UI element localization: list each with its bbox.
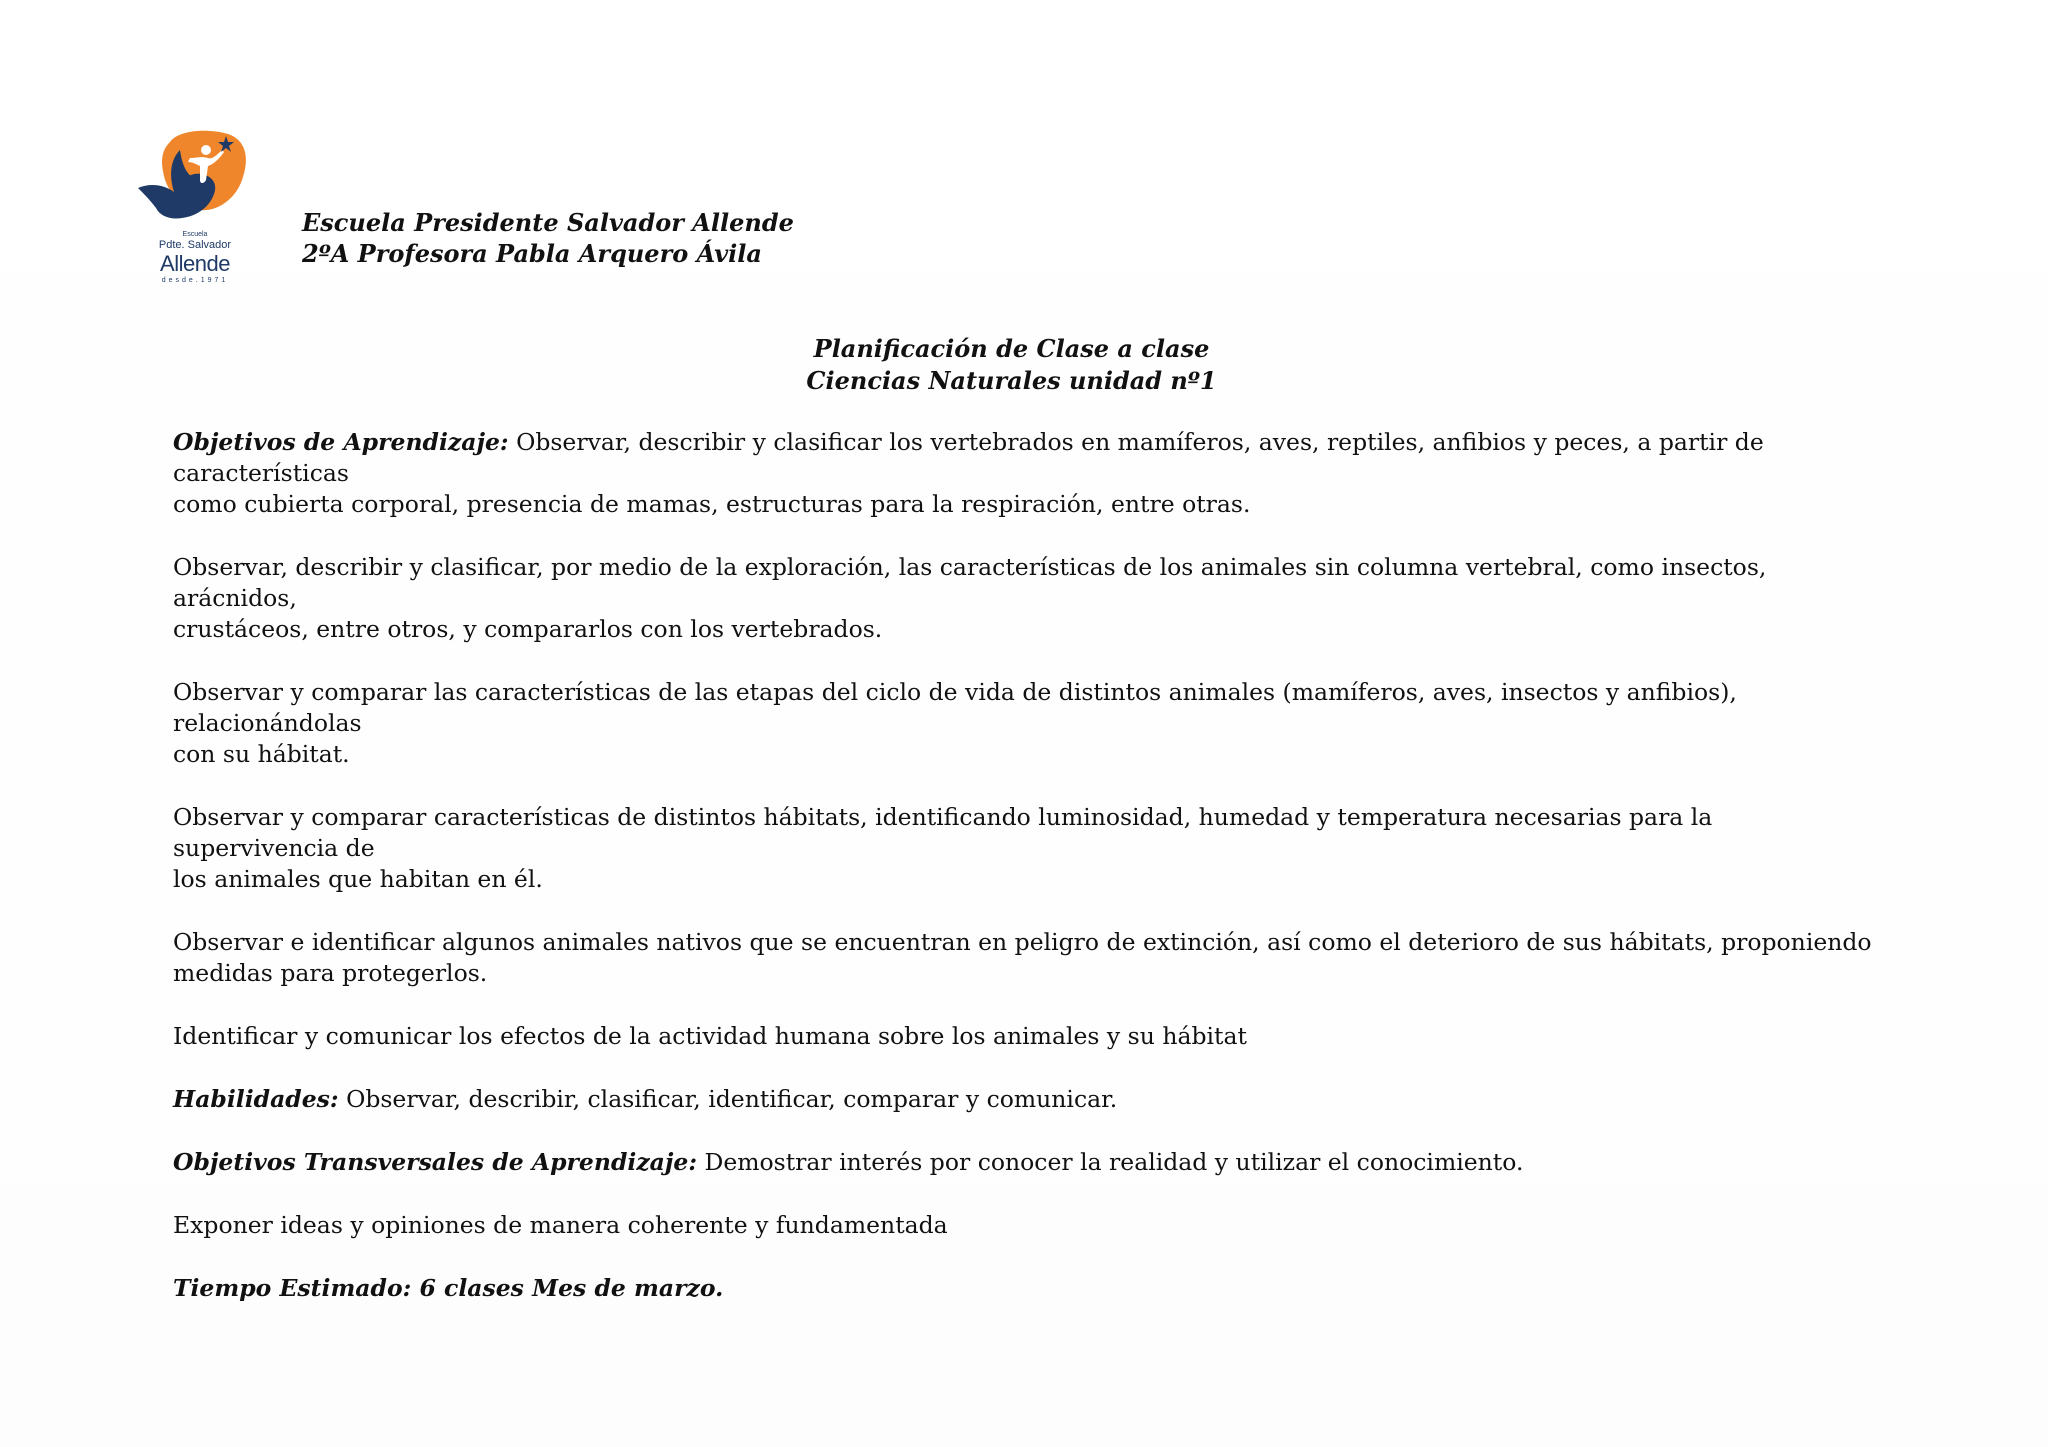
document-title (0, 333, 2048, 397)
logo-since-text: desde.1971 (161, 277, 229, 284)
title-line-2: Ciencias Naturales unidad nº1 (806, 366, 1217, 395)
dove-logo-icon (138, 128, 252, 232)
transversal-extra: Exponer ideas y opiniones de manera coherente y fundamentada (173, 1211, 948, 1239)
objectives-label: Objetivos de Aprendizaje: (173, 428, 509, 456)
skills-label: Habilidades: (173, 1085, 339, 1113)
skills-paragraph (173, 1084, 1873, 1115)
objective-paragraph: Observar, describir y clasificar, por medio de la exploración, las características de los animales sin columna vertebral, como insectos, arácnidos, crustáceos, entre otros, y compararlos con los vertebrados. (173, 553, 1767, 643)
school-header (302, 207, 794, 269)
teacher-line: 2ºA Profesora Pabla Arquero Ávila (302, 239, 762, 268)
objective-text: Observar, describir y clasificar los vertebrados en mamíferos, aves, reptiles, anfibios y peces, a partir de características como cubierta corporal, presencia de mamas, estructuras para la respiración, entre otras. (173, 428, 1764, 518)
transversal-text: Demostrar interés por conocer la realidad y utilizar el conocimiento. (697, 1148, 1524, 1176)
skills-text: Observar, describir, clasificar, identificar, comparar y comunicar. (338, 1085, 1118, 1113)
objective-paragraph: Observar y comparar las características de las etapas del ciclo de vida de distintos animales (mamíferos, aves, insectos y anfibios), relacionándolas con su hábitat. (173, 678, 1737, 768)
logo-pdte-text: Pdte. Salvador (158, 239, 232, 251)
objective-paragraph: Observar y comparar características de distintos hábitats, identificando luminosidad, humedad y temperatura necesarias para la supervivencia de los animales que habitan en él. (173, 803, 1713, 893)
logo-name-text: Allende (160, 251, 230, 276)
transversal-paragraph (173, 1147, 1873, 1178)
logo-escuela-text: Escuela (182, 231, 208, 238)
objective-paragraph: Identificar y comunicar los efectos de la actividad humana sobre los animales y su hábitat (173, 1022, 1247, 1050)
document-body (173, 427, 1873, 1336)
transversal-label: Objetivos Transversales de Aprendizaje: (173, 1148, 698, 1176)
school-logo (138, 128, 252, 288)
estimated-time: Tiempo Estimado: 6 clases Mes de marzo. (173, 1274, 724, 1302)
objective-paragraph: Observar e identificar algunos animales nativos que se encuentran en peligro de extinción, así como el deterioro de sus hábitats, proponiendo medidas para protegerlos. (173, 928, 1872, 987)
objective-paragraph (173, 427, 1873, 520)
title-line-1: Planificación de Clase a clase (813, 334, 1210, 363)
school-name: Escuela Presidente Salvador Allende (302, 208, 794, 237)
